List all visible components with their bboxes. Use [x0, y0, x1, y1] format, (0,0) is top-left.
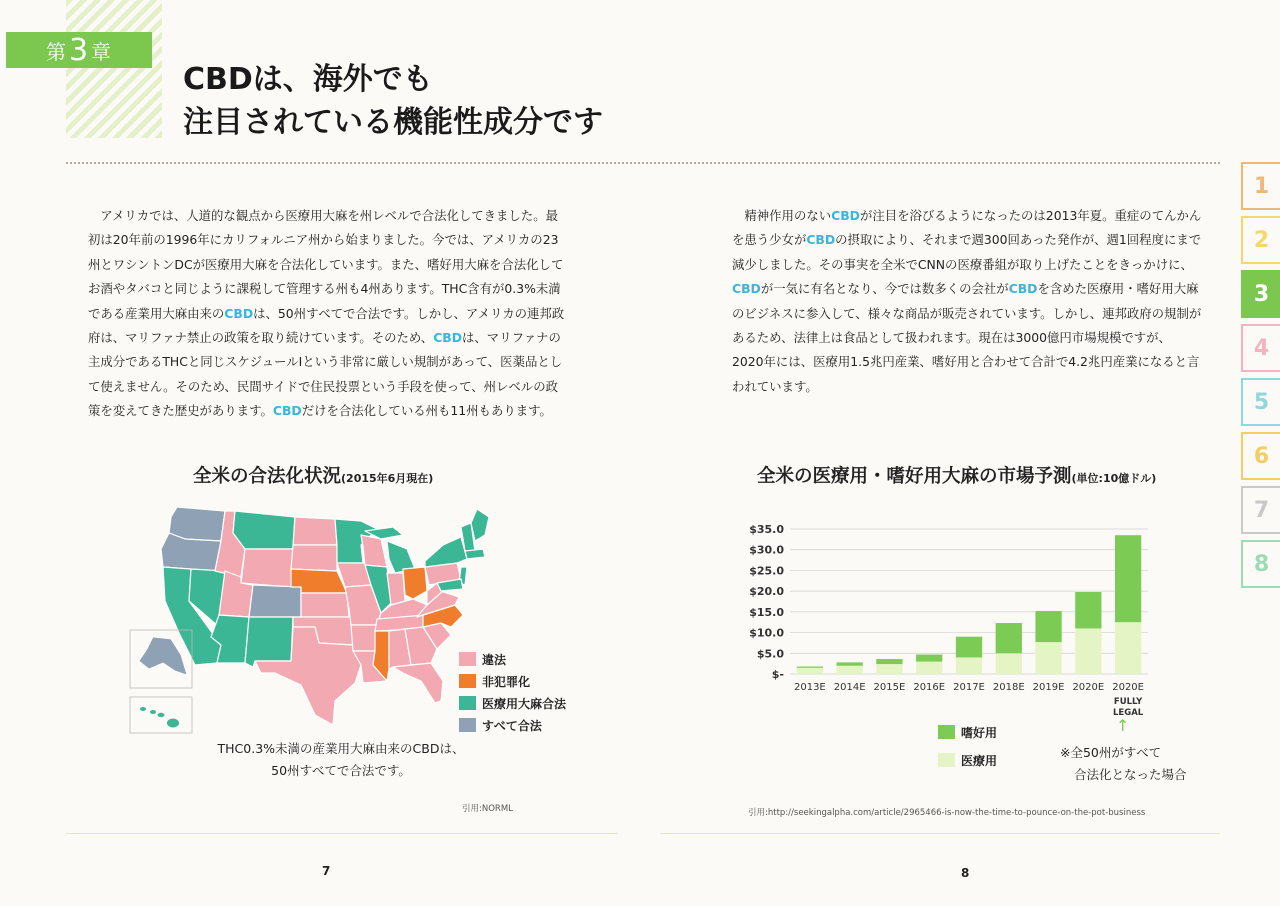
x-tick-label: 2020E	[1072, 682, 1105, 693]
chapter-tab-2[interactable]: 2	[1241, 216, 1280, 264]
paragraph-text: が注目を浴びるようになったのは2013年夏。重症のてんかんを患う少女が	[732, 208, 1202, 248]
map-caption-line2: 50州すべてで合法です。	[271, 763, 411, 778]
y-tick-label: $-	[771, 668, 784, 681]
x-tick-label: 2015E	[873, 682, 906, 693]
y-tick-label: $35.0	[749, 523, 784, 536]
title-line-2: 注目されている機能性成分です	[183, 105, 603, 140]
bar-segment	[876, 659, 902, 664]
chart-note-line1: ※全50州がすべて	[1060, 745, 1162, 760]
bar-segment	[996, 623, 1022, 653]
y-tick-label: $5.0	[756, 647, 784, 661]
page-number-right: 8	[961, 866, 970, 880]
state-florida	[393, 663, 443, 703]
chapter-number: 3	[68, 32, 90, 68]
chapter-suffix: 章	[91, 39, 113, 64]
paragraph-text: は、マリファナの主成分であるTHCと同じスケジュールⅠという非常に厳しい規制があって、医薬品として使えません。そのため、民間サイドで住民投票という手段を使って、州レベルの政策を変えてきた歴史があります。	[88, 330, 563, 419]
state-wyoming	[241, 549, 293, 587]
chart-title	[757, 462, 1156, 488]
bar-segment	[956, 637, 982, 658]
chapter-stripes	[66, 0, 162, 138]
paragraph-text: 精神作用のない	[744, 208, 832, 223]
paragraph-text: アメリカでは、人道的な観点から医療用大麻を州レベルで合法化してきました。最初は20年前の1996年にカリフォルニア州から始まりました。今では、アメリカの23州とワシントンDCが医療用大麻を合法化しています。また、嗜好用大麻を合法化してお酒やタバコと同じように課税して管理する州も4州あります。THC含有が0.3%未満である産業用大麻由来の	[88, 208, 564, 321]
paragraph-text: だけを合法化している州も11州もあります。	[301, 403, 552, 419]
chart-legend-item	[938, 746, 997, 774]
bar-segment	[1075, 628, 1101, 674]
legend-label: すべて合法	[482, 718, 542, 733]
y-tick-label: $30.0	[749, 543, 784, 557]
state-kansas	[301, 593, 349, 617]
cbd-highlight: CBD	[272, 403, 302, 419]
chart-legend-label: 医療用	[961, 753, 998, 768]
y-tick-label: $10.0	[749, 626, 784, 640]
state-new-york	[425, 537, 467, 567]
map-title	[193, 462, 433, 488]
chapter-badge	[6, 32, 152, 68]
bar-segment	[837, 666, 863, 674]
y-tick-label: $15.0	[749, 605, 784, 619]
page-title	[183, 58, 603, 144]
chart-legend	[938, 718, 997, 774]
map-caption	[186, 738, 496, 782]
state-maine	[471, 509, 489, 541]
chart-legend-label: 嗜好用	[961, 725, 998, 740]
chapter-tab-4[interactable]: 4	[1241, 324, 1280, 372]
chart-note-line2: 合法化となった場合	[1074, 767, 1187, 782]
y-tick-label: $25.0	[749, 564, 784, 578]
title-line-1: CBDは、海外でも	[183, 62, 433, 97]
bar-segment	[876, 664, 902, 674]
bar-segment	[837, 662, 863, 665]
chapter-tab-6[interactable]: 6	[1241, 432, 1280, 480]
cbd-highlight: CBD	[806, 232, 836, 248]
fully-legal-arrow: ↑	[1116, 716, 1130, 735]
bar-segment	[1115, 622, 1141, 674]
chart-legend-item	[938, 718, 997, 746]
bar-segment	[1035, 611, 1061, 642]
legend-label: 医療用大麻合法	[482, 696, 567, 711]
chapter-tabs	[1241, 162, 1280, 594]
chart-note	[1060, 742, 1187, 786]
x-tick-sublabel: LEGAL	[1113, 708, 1144, 715]
state-hawaii	[140, 707, 179, 728]
legend-swatch	[459, 718, 476, 732]
chart-legend-swatch	[938, 753, 955, 767]
chapter-prefix: 第	[45, 39, 67, 64]
paragraph-text: が一気に有名となり、今では数多くの会社が	[760, 281, 1009, 297]
bar-segment	[916, 655, 942, 662]
cbd-highlight: CBD	[732, 281, 761, 297]
state-montana	[233, 511, 295, 549]
legend-label: 非犯罪化	[482, 674, 531, 689]
x-tick-label: 2017E	[953, 682, 985, 693]
y-tick-label: $20.0	[749, 585, 784, 599]
us-map	[125, 505, 495, 745]
map-legend	[459, 648, 566, 736]
paragraph-text: の摂取により、それまで週300回あった発作が、週1回程度にまで減少しました。その事実を全米でCNNの医療番組が取り上げたことをきっかけに、	[732, 232, 1202, 272]
state-new-mexico	[245, 617, 293, 667]
state-alaska	[139, 637, 187, 675]
x-tick-label: 2014E	[833, 682, 866, 693]
cbd-highlight: CBD	[1008, 281, 1038, 297]
bar-segment	[797, 667, 823, 668]
chart-legend-swatch	[938, 725, 955, 739]
x-tick-label: 2018E	[992, 682, 1025, 693]
legend-item	[459, 670, 566, 692]
dotted-divider	[66, 162, 1220, 164]
bar-segment	[797, 668, 823, 674]
state-arkansas	[351, 625, 377, 651]
map-source: 引用:NORML	[462, 804, 513, 814]
map-subtitle: (2015年6月現在)	[341, 472, 434, 485]
state-ohio	[403, 567, 427, 599]
chapter-tab-8[interactable]: 8	[1241, 540, 1280, 588]
footer-line-right	[660, 833, 1220, 834]
bar-segment	[956, 657, 982, 674]
chart-source: 引用:http://seekingalpha.com/article/2965466-is-now-the-time-to-pounce-on-the-pot-business	[748, 808, 1146, 818]
chapter-tab-7[interactable]: 7	[1241, 486, 1280, 534]
x-tick-sublabel: FULLY	[1113, 697, 1143, 707]
state-wisconsin	[361, 535, 387, 567]
legend-item	[459, 692, 566, 714]
map-title-text: 全米の合法化状況	[193, 466, 342, 487]
cbd-highlight: CBD	[224, 305, 254, 321]
x-tick-label: 2019E	[1032, 682, 1065, 693]
bar-segment	[996, 653, 1022, 674]
legend-swatch	[459, 696, 476, 710]
paragraph-text: を含めた医療用・嗜好用大麻のビジネスに参入して、様々な商品が販売されています。しかし、連邦政府の規制があるため、法律上は食品として扱われます。現在は3000億円市場規模ですが、2020年には、医療用1.5兆円産業、嗜好用と合わせて合計で4.2兆円産業になると言われています。	[732, 281, 1202, 394]
state-north-dakota	[293, 517, 337, 545]
bar-segment	[1115, 535, 1141, 622]
right-paragraph	[732, 204, 1202, 399]
legend-label: 違法	[482, 652, 507, 667]
state-colorado	[249, 585, 301, 617]
chapter-tab-5[interactable]: 5	[1241, 378, 1280, 426]
bar-segment	[916, 662, 942, 674]
paragraph-text: は、50州すべてで合法です。しかし、アメリカの連邦政府は、マリファナ禁止の政策を取り続けています。そのため、	[88, 305, 565, 346]
state-south-dakota	[291, 545, 337, 571]
legend-item	[459, 648, 566, 670]
left-paragraph	[88, 204, 570, 424]
market-chart	[728, 515, 1158, 715]
cbd-highlight: CBD	[831, 208, 860, 223]
footer-line-left	[66, 833, 618, 834]
x-tick-label: 2020E	[1112, 682, 1145, 693]
state-massachusetts	[465, 549, 485, 559]
bar-segment	[1075, 592, 1101, 628]
chart-unit: (単位:10億ドル)	[1071, 472, 1157, 485]
chapter-tab-3[interactable]: 3	[1241, 270, 1280, 318]
legend-swatch	[459, 652, 476, 666]
x-tick-label: 2016E	[913, 682, 946, 693]
bar-segment	[1035, 642, 1061, 674]
chapter-tab-1[interactable]: 1	[1241, 162, 1280, 210]
cbd-highlight: CBD	[433, 330, 463, 346]
x-tick-label: 2013E	[793, 682, 826, 693]
page-number-left: 7	[322, 864, 331, 878]
legend-swatch	[459, 674, 476, 688]
chart-title-text: 全米の医療用・嗜好用大麻の市場予測	[757, 466, 1072, 487]
legend-item	[459, 714, 566, 736]
map-caption-line1: THC0.3%未満の産業用大麻由来のCBDは、	[217, 741, 465, 756]
